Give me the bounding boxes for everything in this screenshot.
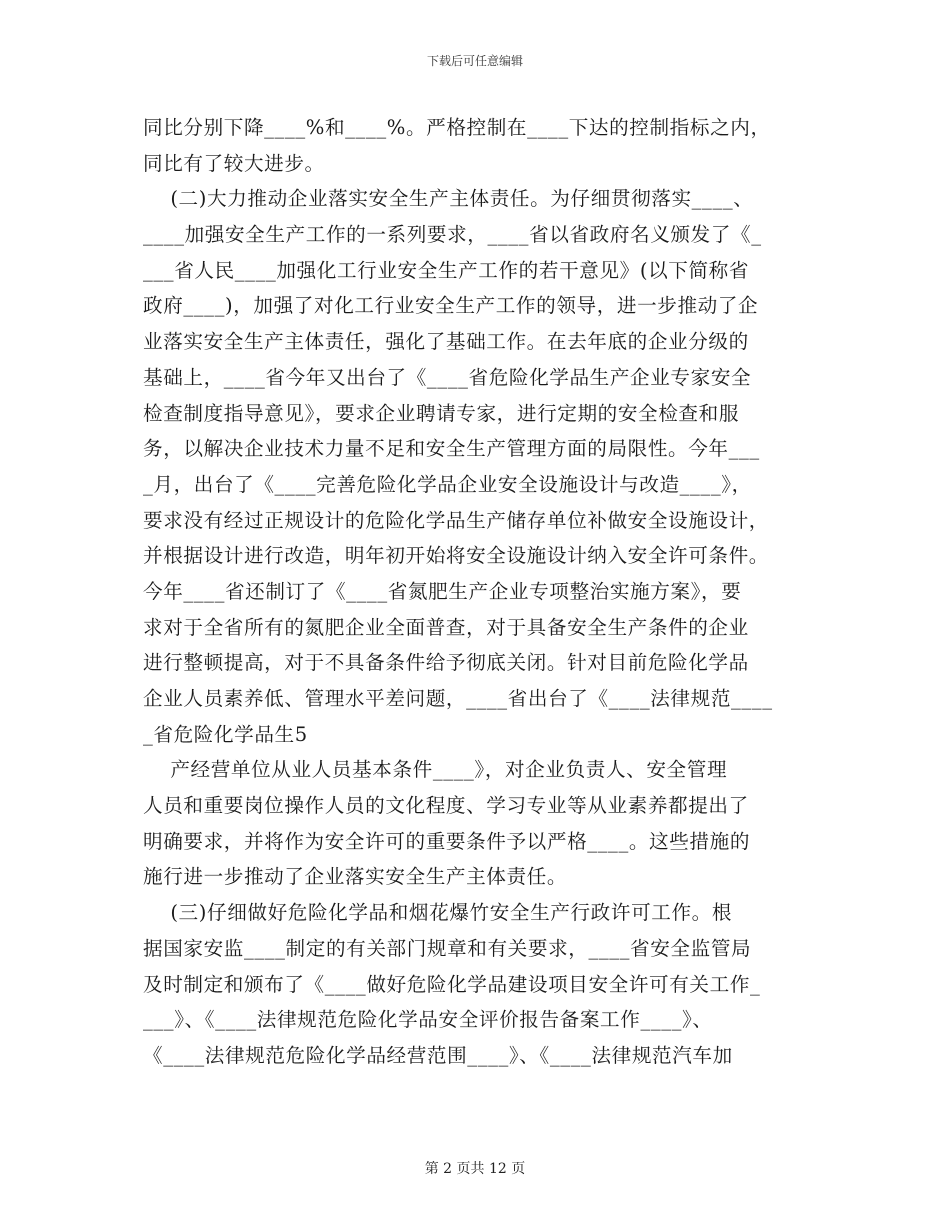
text-line: 据国家安监____制定的有关部门规章和有关要求，____省安全监管局 — [143, 936, 752, 960]
text-line: _省危险化学品生5 — [143, 722, 308, 746]
text-line: 要求没有经过正规设计的危险化学品生产储存单位补做安全设施设计， — [143, 508, 770, 532]
text-line: (二)大力推动企业落实安全生产主体责任。为仔细贯彻落实____、 — [143, 187, 754, 211]
document-body — [143, 110, 823, 1074]
text-line: (三)仔细做好危险化学品和烟花爆竹安全生产行政许可工作。根 — [143, 901, 733, 925]
text-line: 人员和重要岗位操作人员的文化程度、学习专业等从业素养都提出了 — [143, 794, 749, 818]
text-line: ___》、《____法律规范危险化学品安全评价报告备案工作____》、 — [143, 1008, 713, 1032]
text-line: 并根据设计进行改造，明年初开始将安全设施设计纳入安全许可条件。 — [143, 544, 770, 568]
text-line: _月，出台了《____完善危险化学品企业安全设施设计与改造____》， — [143, 472, 752, 496]
text-line: 业落实安全生产主体责任，强化了基础工作。在去年底的企业分级的 — [143, 330, 749, 354]
text-line: 基础上，____省今年又出台了《____省危险化学品生产企业专家安全 — [143, 365, 752, 389]
text-line: 求对于全省所有的氮肥企业全面普查，对于具备安全生产条件的企业 — [143, 615, 749, 639]
text-line: 务，以解决企业技术力量不足和安全生产管理方面的局限性。今年___ — [143, 437, 760, 461]
text-line: 检查制度指导意见》，要求企业聘请专家，进行定期的安全检查和服 — [143, 401, 740, 425]
text-line: 企业人员素养低、管理水平差问题，____省出台了《____法律规范____ — [143, 687, 773, 710]
text-line: 同比有了较大进步。 — [143, 151, 325, 175]
page-footer: 第 2 页共 12 页 — [424, 1161, 526, 1177]
text-line: 今年____省还制订了《____省氮肥生产企业专项整治实施方案》，要 — [143, 579, 742, 603]
text-line: 及时制定和颁布了《____做好危险化学品建设项目安全许可有关工作_ — [143, 972, 761, 996]
text-line: ____加强安全生产工作的一系列要求，____省以省政府名义颁发了《_ — [143, 223, 762, 247]
text-line: 政府____)，加强了对化工行业安全生产工作的领导，进一步推动了企 — [143, 294, 759, 318]
text-line: 同比分别下降____%和____%。严格控制在____下达的控制指标之内， — [143, 116, 771, 139]
text-line: 《____法律规范危险化学品经营范围____》、《____法律规范汽车加 — [143, 1043, 733, 1067]
text-line: 进行整顿提高，对于不具备条件给予彻底关闭。针对目前危险化学品 — [143, 651, 749, 675]
text-line: ___省人民____加强化工行业安全生产工作的若干意见》(以下简称省 — [143, 258, 750, 282]
text-line: 明确要求，并将作为安全许可的重要条件予以严格____。这些措施的 — [143, 829, 751, 853]
text-line: 施行进一步推动了企业落实安全生产主体责任。 — [143, 865, 568, 889]
text-line: 产经营单位从业人员基本条件____》，对企业负责人、安全管理 — [143, 758, 728, 782]
page-header: 下载后可任意编辑 — [426, 54, 523, 68]
